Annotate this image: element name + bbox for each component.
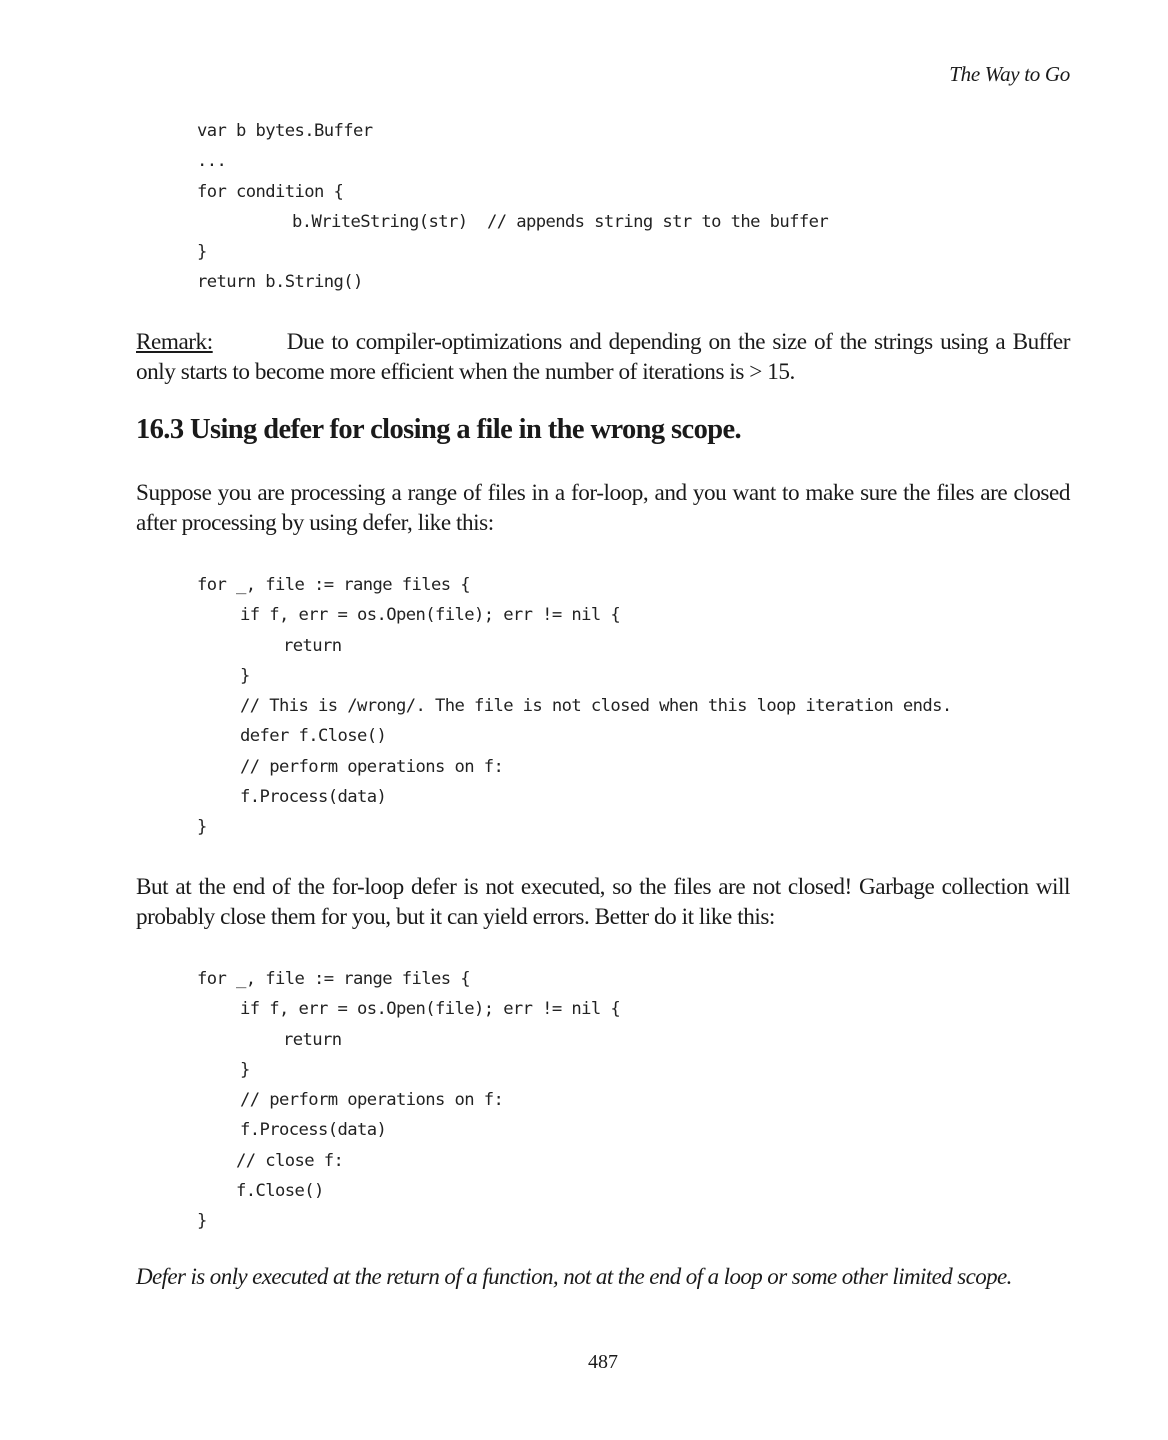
code-line: var b bytes.Buffer — [197, 121, 373, 141]
code-line: // perform operations on f: — [240, 1090, 504, 1111]
code-line: // perform operations on f: — [240, 756, 504, 777]
code-line: return — [283, 635, 342, 656]
remark-text-line-2: Buffer only starts to become more efficient when the number of iterations is > 15. — [136, 329, 1070, 385]
code-line: if f, err = os.Open(file); err != nil { — [240, 999, 621, 1020]
remark-label: Remark: — [136, 329, 213, 355]
running-header: The Way to Go — [949, 62, 1070, 86]
code-line: } — [240, 1059, 250, 1080]
code-line: defer f.Close() — [240, 726, 387, 747]
code-line: f.Close() — [236, 1181, 324, 1202]
code-line: b.WriteString(str) // appends string str to the buffer — [292, 211, 829, 232]
code-block-correct — [197, 964, 620, 1237]
conclusion-note: Defer is only executed at the return of a function, not at the end of a loop or some other limited scope. — [136, 1264, 1012, 1289]
code-line: } — [240, 665, 250, 686]
code-line: return — [283, 1029, 342, 1050]
page-number: 487 — [588, 1351, 618, 1373]
intro-paragraph: Suppose you are processing a range of files in a for-loop, and you want to make sure the files are closed after processing by using defer, like this: — [136, 480, 1070, 536]
code-line: if f, err = os.Open(file); err != nil { — [240, 605, 621, 626]
code-block-buffer — [197, 116, 828, 298]
code-line: ... — [197, 151, 227, 172]
code-line: } — [197, 1211, 207, 1232]
code-line: // This is /wrong/. The file is not closed when this loop iteration ends. — [240, 696, 952, 717]
remark-text-line-1: Due to compiler-optimizations and depending on the size of the strings using a — [286, 329, 1006, 355]
code-line: return b.String() — [197, 272, 363, 293]
section-heading: 16.3 Using defer for closing a file in the wrong scope. — [136, 414, 742, 445]
code-line: for condition { — [197, 181, 344, 202]
code-line: } — [197, 817, 207, 838]
code-block-wrong — [197, 570, 952, 843]
code-line: // close f: — [236, 1150, 344, 1171]
code-line: f.Process(data) — [240, 1120, 387, 1141]
code-line: } — [197, 242, 207, 263]
explanation-paragraph: But at the end of the for-loop defer is not executed, so the files are not closed! Garbage collection will probably close them for you, but it can yield errors. Better do it like this: — [136, 874, 1070, 930]
code-line: for _, file := range files { — [197, 969, 470, 989]
code-line: f.Process(data) — [240, 787, 387, 808]
code-line: for _, file := range files { — [197, 575, 470, 595]
remark-paragraph — [136, 327, 1070, 387]
